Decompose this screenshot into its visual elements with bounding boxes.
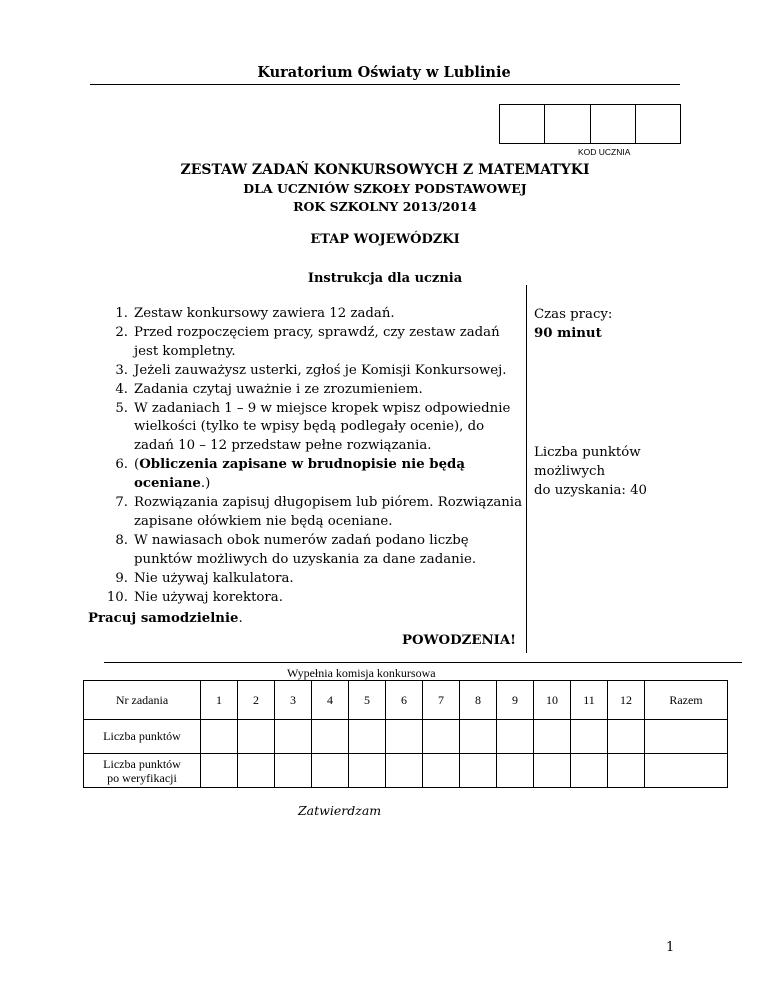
scores-table	[83, 680, 728, 788]
task-number-cell: 10	[534, 681, 571, 720]
verified-input-cell[interactable]	[534, 754, 571, 788]
verified-row-label: Liczba punktów po weryfikacji	[84, 754, 201, 788]
task-number-cell: 3	[275, 681, 312, 720]
instruction-item: 2. Przed rozpoczęciem pracy, sprawdź, czy zestaw zadań jest kompletny.	[115, 324, 500, 359]
task-number-cell: 8	[460, 681, 497, 720]
points-row-label: Liczba punktów	[84, 720, 201, 754]
task-number-cell: 9	[497, 681, 534, 720]
task-number-cell: 6	[386, 681, 423, 720]
verified-input-cell[interactable]	[349, 754, 386, 788]
task-number-cell: 11	[571, 681, 608, 720]
verified-total-cell[interactable]	[645, 754, 728, 788]
instruction-item: 9. Nie używaj kalkulatora.	[115, 570, 294, 586]
student-code-boxes[interactable]	[499, 104, 681, 144]
instruction-item: 8. W nawiasach obok numerów zadań podano liczbę punktów możliwych do uzyskania za dane zadanie.	[115, 532, 477, 567]
task-number-cell: 5	[349, 681, 386, 720]
instructions-heading: Instrukcja dla ucznia	[307, 271, 463, 286]
task-number-cell: 2	[238, 681, 275, 720]
time-value: 90 minut	[534, 326, 602, 341]
verified-input-cell[interactable]	[608, 754, 645, 788]
good-luck-text: POWODZENIA!	[402, 633, 516, 648]
instruction-item: 3. Jeżeli zauważysz usterki, zgłoś je Komisji Konkursowej.	[115, 362, 507, 378]
task-number-cell: 7	[423, 681, 460, 720]
committee-label: Wypełnia komisja konkursowa	[287, 666, 436, 680]
verified-input-cell[interactable]	[423, 754, 460, 788]
verified-input-cell[interactable]	[386, 754, 423, 788]
header-cell-task: Nr zadania	[84, 681, 201, 720]
points-info	[534, 443, 647, 500]
time-info	[534, 305, 612, 343]
header-title: Kuratorium Oświaty w Lublinie	[257, 64, 511, 81]
instruction-item: 10. Nie używaj korektora.	[106, 589, 283, 605]
points-input-cell[interactable]	[349, 720, 386, 754]
points-input-cell[interactable]	[275, 720, 312, 754]
task-number-cell: 12	[608, 681, 645, 720]
total-input-cell[interactable]	[645, 720, 728, 754]
task-number-cell: 1	[201, 681, 238, 720]
title-line-3: ROK SZKOLNY 2013/2014	[293, 199, 477, 214]
verified-input-cell[interactable]	[275, 754, 312, 788]
points-input-cell[interactable]	[423, 720, 460, 754]
verified-input-cell[interactable]	[571, 754, 608, 788]
stage-title: ETAP WOJEWÓDZKI	[310, 232, 460, 247]
points-input-cell[interactable]	[534, 720, 571, 754]
points-input-cell[interactable]	[238, 720, 275, 754]
points-input-cell[interactable]	[497, 720, 534, 754]
page-number: 1	[666, 940, 675, 955]
code-box-2[interactable]	[545, 105, 590, 143]
verified-input-cell[interactable]	[238, 754, 275, 788]
instruction-item: 1. Zestaw konkursowy zawiera 12 zadań.	[115, 306, 395, 321]
code-box-4[interactable]	[636, 105, 680, 143]
points-input-cell[interactable]	[460, 720, 497, 754]
header-rule	[90, 84, 680, 85]
work-independently: Pracuj samodzielnie.	[88, 611, 243, 626]
points-line-2: możliwych	[534, 464, 606, 479]
code-box-3[interactable]	[591, 105, 636, 143]
committee-rule	[104, 662, 742, 663]
title-line-1: ZESTAW ZADAŃ KONKURSOWYCH Z MATEMATYKI	[180, 162, 590, 178]
total-header-cell: Razem	[645, 681, 728, 720]
document-title	[90, 160, 680, 216]
instructions-list	[88, 305, 528, 608]
instruction-item: 5. W zadaniach 1 – 9 w miejsce kropek wpisz odpowiednie wielkości (tylko te wpisy będą podlegały ocenie), do zadań 10 – 12 przedstaw pełne rozwiązania.	[115, 400, 511, 454]
points-input-cell[interactable]	[386, 720, 423, 754]
instruction-item: 4. Zadania czytaj uważnie i ze zrozumieniem.	[115, 381, 423, 397]
instruction-item: 6. (Obliczenia zapisane w brudnopisie nie będą oceniane.)	[115, 457, 465, 492]
verified-input-cell[interactable]	[460, 754, 497, 788]
points-input-cell[interactable]	[608, 720, 645, 754]
points-line-3: do uzyskania: 40	[534, 483, 648, 498]
task-number-cell: 4	[312, 681, 349, 720]
table-row	[84, 681, 728, 720]
verified-input-cell[interactable]	[497, 754, 534, 788]
table-row	[84, 754, 728, 788]
student-code-label: KOD UCZNIA	[578, 147, 631, 157]
time-label: Czas pracy:	[534, 307, 613, 322]
points-input-cell[interactable]	[201, 720, 238, 754]
points-line-1: Liczba punktów	[534, 445, 641, 460]
approve-label: Zatwierdzam	[298, 803, 382, 818]
title-line-2: DLA UCZNIÓW SZKOŁY PODSTAWOWEJ	[243, 181, 527, 196]
points-input-cell[interactable]	[312, 720, 349, 754]
code-box-1[interactable]	[500, 105, 545, 143]
verified-input-cell[interactable]	[201, 754, 238, 788]
instruction-item: 7. Rozwiązania zapisuj długopisem lub piórem. Rozwiązania zapisane ołówkiem nie będą oceniane.	[115, 495, 522, 529]
verified-input-cell[interactable]	[312, 754, 349, 788]
points-input-cell[interactable]	[571, 720, 608, 754]
table-row	[84, 720, 728, 754]
